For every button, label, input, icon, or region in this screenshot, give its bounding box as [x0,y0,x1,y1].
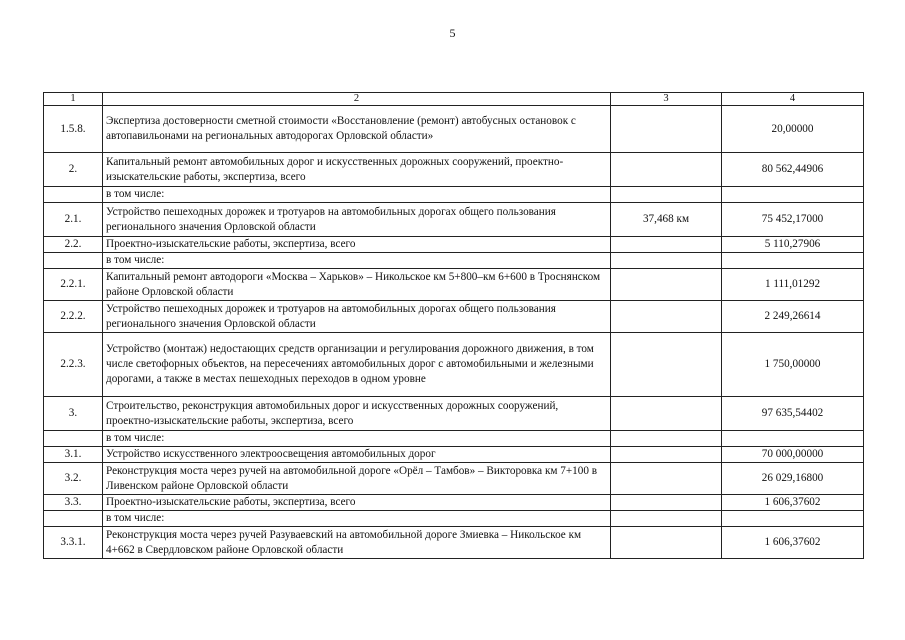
row-description: Капитальный ремонт автомобильных дорог и искусственных дорожных сооружений, проектно-изыскательские работы, экспертиза, всего [103,153,611,187]
row-number: 2.2.3. [44,333,103,397]
row-value: 26 029,16800 [722,463,864,495]
row-value [722,431,864,447]
row-number: 2.1. [44,203,103,237]
row-description: Устройство искусственного электроосвещения автомобильных дорог [103,447,611,463]
row-value: 1 606,37602 [722,495,864,511]
row-value [722,253,864,269]
row-quantity [611,397,722,431]
table-row [44,106,864,153]
row-description: Реконструкция моста через ручей Разуваевский на автомобильной дороге Змиевка – Никольское км 4+662 в Свердловском районе Орловской области [103,527,611,559]
row-value [722,511,864,527]
row-quantity [611,106,722,153]
row-quantity [611,333,722,397]
row-quantity [611,495,722,511]
row-quantity [611,447,722,463]
row-number: 2. [44,153,103,187]
row-description: Устройство (монтаж) недостающих средств организации и регулирования дорожного движения, в том числе светофорных объектов, на пересечениях автомобильных дорог с автомобильными и железными дорогами, а также в местах пешеходных переходов в одном уровне [103,333,611,397]
row-value: 97 635,54402 [722,397,864,431]
row-description: в том числе: [103,511,611,527]
table-row [44,447,864,463]
table-row [44,333,864,397]
row-quantity [611,253,722,269]
row-value: 5 110,27906 [722,237,864,253]
row-number: 3.1. [44,447,103,463]
row-description: в том числе: [103,187,611,203]
row-number: 2.2. [44,237,103,253]
row-quantity [611,153,722,187]
row-description: Реконструкция моста через ручей на автомобильной дороге «Орёл – Тамбов» – Викторовка км 7+100 в Ливенском районе Орловской области [103,463,611,495]
row-quantity [611,237,722,253]
table-row [44,511,864,527]
row-quantity [611,301,722,333]
row-description: Капитальный ремонт автодороги «Москва – Харьков» – Никольское км 5+800–км 6+600 в Троснянском районе Орловской области [103,269,611,301]
row-number [44,511,103,527]
row-description: Устройство пешеходных дорожек и тротуаров на автомобильных дорогах общего пользования регионального значения Орловской области [103,301,611,333]
row-number: 3. [44,397,103,431]
table-row [44,253,864,269]
row-description: Строительство, реконструкция автомобильных дорог и искусственных дорожных сооружений, проектно-изыскательские работы, экспертиза, всего [103,397,611,431]
table-row [44,237,864,253]
row-value: 1 750,00000 [722,333,864,397]
row-number: 3.3.1. [44,527,103,559]
table-row [44,153,864,187]
row-number [44,253,103,269]
row-number [44,187,103,203]
row-value: 1 606,37602 [722,527,864,559]
row-description: Устройство пешеходных дорожек и тротуаров на автомобильных дорогах общего пользования регионального значения Орловской области [103,203,611,237]
row-value: 20,00000 [722,106,864,153]
table-row [44,397,864,431]
row-description: в том числе: [103,253,611,269]
row-quantity [611,431,722,447]
table-row [44,269,864,301]
row-quantity [611,187,722,203]
row-number: 3.3. [44,495,103,511]
row-value: 75 452,17000 [722,203,864,237]
table-row [44,527,864,559]
row-number: 1.5.8. [44,106,103,153]
page-number: 5 [449,26,456,40]
table-header-row [44,93,864,106]
table-row [44,187,864,203]
row-value: 80 562,44906 [722,153,864,187]
header-cell: 4 [722,93,864,106]
row-description: Проектно-изыскательские работы, экспертиза, всего [103,495,611,511]
row-description: в том числе: [103,431,611,447]
row-description: Экспертиза достоверности сметной стоимости «Восстановление (ремонт) автобусных остановок с автопавильонами на региональных автодорогах Орловской области» [103,106,611,153]
row-description: Проектно-изыскательские работы, экспертиза, всего [103,237,611,253]
table-row [44,495,864,511]
row-quantity [611,511,722,527]
table-row [44,203,864,237]
row-quantity [611,269,722,301]
row-number: 2.2.2. [44,301,103,333]
table-row [44,431,864,447]
row-number: 3.2. [44,463,103,495]
row-quantity: 37,468 км [611,203,722,237]
table-row [44,463,864,495]
row-quantity [611,463,722,495]
header-cell: 2 [103,93,611,106]
data-table [43,92,864,559]
header-cell: 3 [611,93,722,106]
row-value [722,187,864,203]
header-cell: 1 [44,93,103,106]
row-value: 2 249,26614 [722,301,864,333]
row-value: 70 000,00000 [722,447,864,463]
row-number [44,431,103,447]
table-row [44,301,864,333]
row-quantity [611,527,722,559]
row-value: 1 111,01292 [722,269,864,301]
row-number: 2.2.1. [44,269,103,301]
